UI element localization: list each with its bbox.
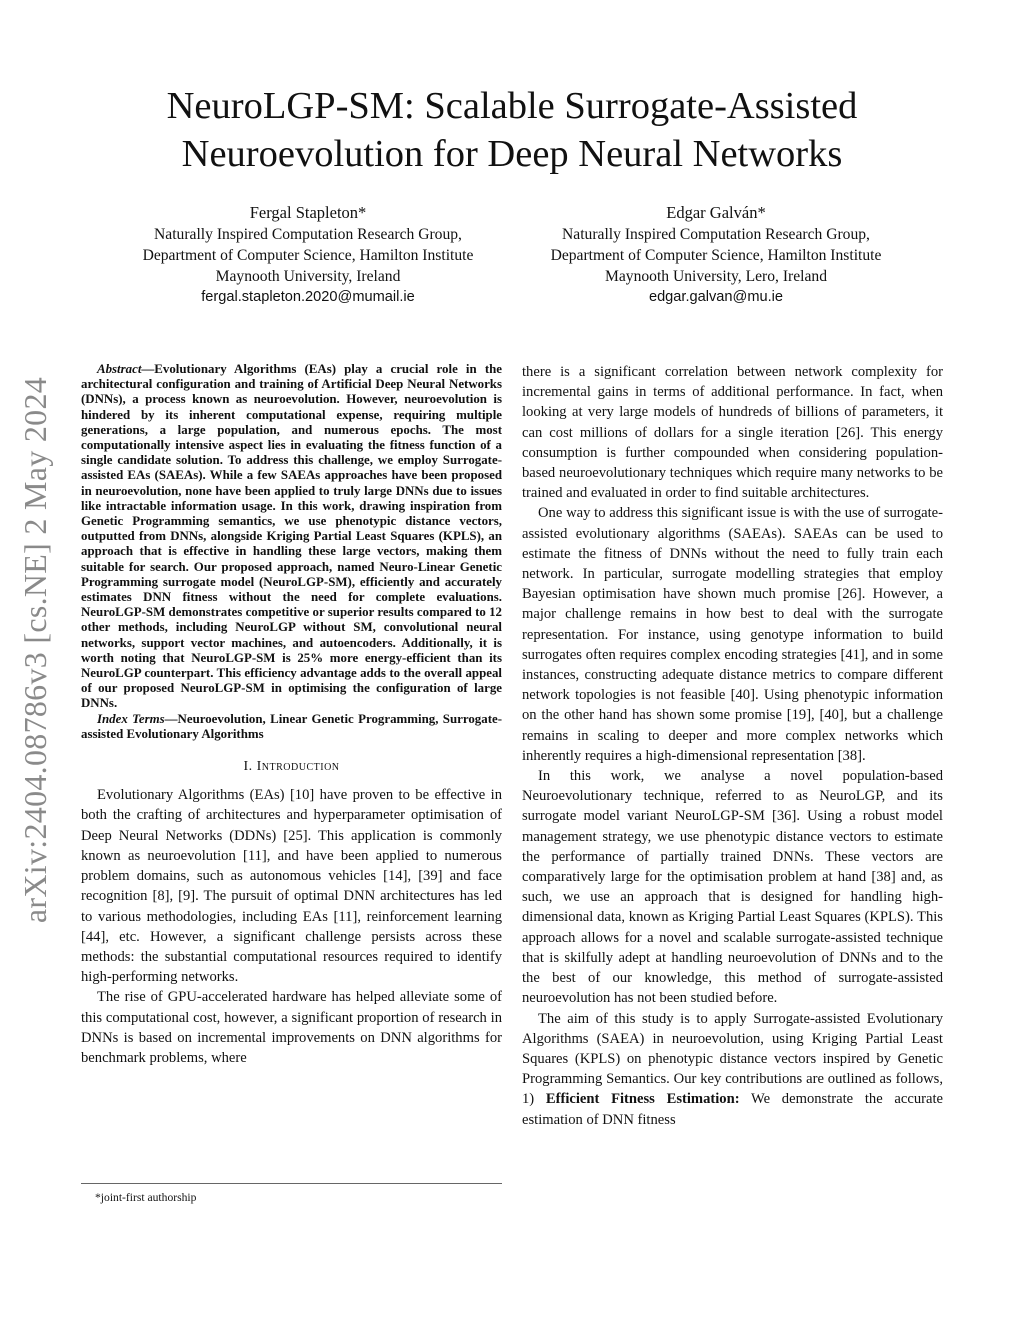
author-name: Fergal Stapleton* bbox=[249, 203, 367, 222]
index-terms bbox=[81, 712, 502, 742]
author-email[interactable]: edgar.galvan@mu.ie bbox=[648, 289, 784, 305]
author-email[interactable]: fergal.stapleton.2020@mumail.ie bbox=[201, 289, 415, 305]
index-terms-label: Index Terms bbox=[97, 711, 165, 726]
author-affiliation: Maynooth University, Ireland bbox=[215, 268, 401, 285]
section-number: I. bbox=[243, 759, 253, 775]
body-paragraph: there is a significant correlation between network complexity for incremental gains in terms of additional performance. In fact, when looking at very large models of hundreds of billions of parameters, it can cost millions of dollars for a single iteration [26]. This energy consumption is further compounded when considering population-based neuroevolutionary techniques which require many networks to be trained and evaluated in order to find suitable architectures. bbox=[522, 364, 943, 502]
title-line-2: Neuroevolution for Deep Neural Networks bbox=[181, 133, 843, 175]
right-column bbox=[522, 362, 943, 1130]
author-block-2 bbox=[506, 202, 926, 308]
index-terms-text: —Neuroevolution, Linear Genetic Programming, Surrogate-assisted Evolutionary Algorithms bbox=[81, 711, 503, 741]
intro-paragraph-2: The rise of GPU-accelerated hardware has helped alleviate some of this computational cost, however, a significant proportion of research in DNNs is based on incremental improvements on DNN algorithms for benchmark problems, where bbox=[81, 989, 502, 1066]
author-affiliation: Naturally Inspired Computation Research Group, bbox=[562, 226, 870, 243]
section-heading bbox=[81, 757, 502, 777]
body-paragraph: In this work, we analyse a novel population-based Neuroevolutionary technique, referred to as NeuroLGP, and its surrogate model variant NeuroLGP-SM [36]. Using a robust model management strategy, we use phenotypic distance vectors to estimate the performance of partially trained DNNs. These vectors are comparatively large for the optimisation problem at hand [38] and, as such, we use an approach that is designed for handling high-dimensional data, known as Kriging Partial Least Squares (KPLS). This approach allows for a novel and scalable surrogate-assisted technique that is skilfully adept at handling neuroevolution of DNNs and to the the best of our knowledge, this method of surrogate-assisted neuroevolution has not been studied before. bbox=[522, 768, 943, 1007]
title-line-1: NeuroLGP-SM: Scalable Surrogate-Assisted bbox=[166, 85, 858, 127]
author-affiliation: Maynooth University, Lero, Ireland bbox=[604, 268, 827, 285]
arxiv-stamp: arXiv:2404.08786v3 [cs.NE] 2 May 2024 bbox=[17, 376, 53, 924]
left-column bbox=[81, 362, 502, 1068]
abstract-text: —Evolutionary Algorithms (EAs) play a crucial role in the architectural configuration and training of Artificial Deep Neural Networks (DNNs), a process known as neuroevolution. However, neuroevolution is hindered by its inherent computational expense, requiring multiple generations, a large population, and numerous epochs. The most computationally intensive aspect lies in evaluating the fitness function of a single candidate solution. To address this challenge, we employ Surrogate-assisted EAs (SAEAs). While a few SAEAs approaches have been proposed in neuroevolution, none have been applied to truly large DNNs due to issues like intractable information usage. In this work, drawing inspiration from Genetic Programming semantics, we use phenotypic distance vectors, outputted from DNNs, alongside Kriging Partial Least Squares (KPLS), an approach that is effective in handling these large vectors, making them suitable for search. Our proposed approach, named Neuro-Linear Genetic Programming surrogate model (NeuroLGP-SM), efficiently and accurately estimates DNN fitness without the need for complete evaluations. NeuroLGP-SM demonstrates competitive or superior results compared to 12 other methods, including NeuroLGP without SM, convolutional neural networks, support vector machines, and autoencoders. Additionally, it is worth noting that NeuroLGP-SM is 25% more energy-efficient than its NeuroLGP counterpart. This efficiency advantage adds to the overall appeal of our proposed NeuroLGP-SM in optimising the configuration of large DNNs. bbox=[81, 362, 502, 711]
contribution-heading: Efficient Fitness Estimation: bbox=[545, 1091, 740, 1108]
paper-title bbox=[80, 82, 944, 178]
contributions-text-end: We demonstrate the accurate estimation of DNN fitness bbox=[522, 1091, 943, 1128]
intro-paragraph-1: Evolutionary Algorithms (EAs) [10] have proven to be effective in both the crafting of architectures and hyperparameter optimisation of Deep Neural Networks (DDNs) [25]. This application is commonly known as neuroevolution [11], and have been applied to numerous problem domains, such as autonomous vehicles [14], [39] and face recognition [8], [9]. The pursuit of optimal DNN architectures has led to various methodologies, including EAs [11], reinforcement learning [44], etc. However, a significant challenge persists across these methods: the substantial computational resources required to identify high-performing networks. bbox=[81, 787, 502, 986]
author-affiliation: Department of Computer Science, Hamilton Institute bbox=[550, 247, 882, 264]
contributions-text: The aim of this study is to apply Surrogate-assisted Evolutionary Algorithms (SAEA) in neuroevolution, using Kriging Partial Least Squares (KPLS) on phenotypic distance vectors inspired by Genetic Programming Semantics. Our key contributions are outlined as follows, 1) bbox=[522, 1010, 943, 1108]
abstract bbox=[81, 362, 502, 712]
author-block-1 bbox=[98, 202, 518, 308]
author-name: Edgar Galván* bbox=[666, 203, 766, 222]
author-affiliation: Department of Computer Science, Hamilton Institute bbox=[142, 247, 474, 264]
section-title: Introduction bbox=[256, 759, 340, 775]
footnote-text: *joint-first authorship bbox=[95, 1191, 197, 1204]
body-paragraph bbox=[522, 1009, 943, 1130]
body-paragraph: One way to address this significant issue is with the use of surrogate-assisted evolutionary algorithms (SAEAs). SAEAs can be used to estimate the fitness of DNNs without the need to fully train each network. In particular, surrogate modelling strategies that employ Bayesian optimisation have shown much promise [26]. However, a major challenge remains in how best to deal with the surrogate representation. For instance, using genotype information to build surrogates often requires complex encoding strategies [41], and in some instances, constructing adequate distance metrics to compare different network topologies is not feasible [40]. Using phenotypic information on the other hand has shown some promise [19], [40], but a challenge remains in scaling to deeper and more complex networks which inherently requires a high-dimensional representation [38]. bbox=[522, 505, 943, 764]
abstract-label: Abstract bbox=[97, 362, 142, 376]
footnote bbox=[81, 1183, 502, 1205]
author-affiliation: Naturally Inspired Computation Research Group, bbox=[154, 226, 462, 243]
